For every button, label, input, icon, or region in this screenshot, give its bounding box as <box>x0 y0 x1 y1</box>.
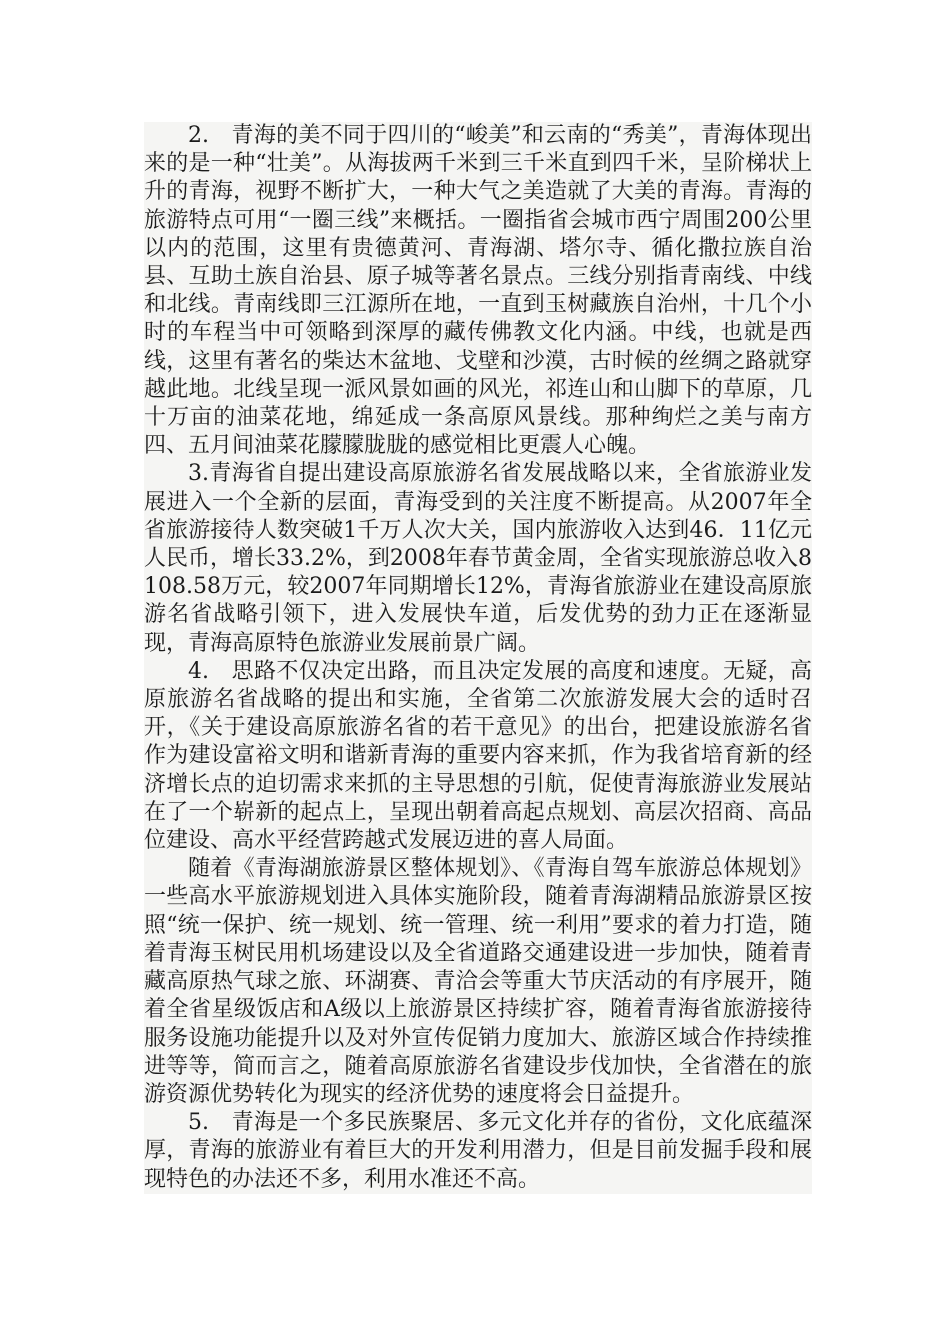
paragraph-3: 3.青海省自提出建设高原旅游名省发展战略以来，全省旅游业发展进入一个全新的层面，青海受到的关注度不断提高。从2007年全省旅游接待人数突破1千万人次大关，国内旅游收入达到46．11亿元人民币，增长33.2%，到2008年春节黄金周，全省实现旅游总收入8108.58万元，较2007年同期增长12%，青海省旅游业在建设高原旅游名省战略引领下，进入发展快车道，后发优势的劲力正在逐渐显现，青海高原特色旅游业发展前景广阔。 <box>144 461 812 656</box>
paragraph-5: 5. 青海是一个多民族聚居、多元文化并存的省份，文化底蕴深厚，青海的旅游业有着巨大的开发利用潜力，但是目前发掘手段和展现特色的办法还不多，利用水准还不高。 <box>144 1110 812 1192</box>
paragraph-2: 2. 青海的美不同于四川的“峻美”和云南的“秀美”，青海体现出来的是一种“壮美”。从海拔两千米到三千米直到四千米，呈阶梯状上升的青海，视野不断扩大，一种大气之美造就了大美的青海。青海的旅游特点可用“一圈三线”来概括。一圈指省会城市西宁周围200公里以内的范围，这里有贵德黄河、青海湖、塔尔寺、循化撒拉族自治县、互助土族自治县、原子城等著名景点。三线分别指青南线、中线和北线。青南线即三江源所在地，一直到玉树藏族自治州，十几个小时的车程当中可领略到深厚的藏传佛教文化内涵。中线，也就是西线，这里有著名的柴达木盆地、戈壁和沙漠，古时候的丝绸之路就穿越此地。北线呈现一派风景如画的风光，祁连山和山脚下的草原，几十万亩的油菜花地，绵延成一条高原风景线。那种绚烂之美与南方四、五月间油菜花朦朦胧胧的感觉相比更震人心魄。 <box>144 123 812 459</box>
paragraph-4: 4. 思路不仅决定出路，而且决定发展的高度和速度。无疑，高原旅游名省战略的提出和实施，全省第二次旅游发展大会的适时召开，《关于建设高原旅游名省的若干意见》的出台，把建设旅游名省作为建设富裕文明和谐新青海的重要内容来抓，作为我省培育新的经济增长点的迫切需求来抓的主导思想的引航，促使青海旅游业发展站在了一个崭新的起点上，呈现出朝着高起点规划、高层次招商、高品位建设、高水平经营跨越式发展迈进的喜人局面。 <box>144 658 812 854</box>
document-body <box>144 122 812 1194</box>
paragraph-4-continued: 随着《青海湖旅游景区整体规划》、《青海自驾车旅游总体规划》一些高水平旅游规划进入具体实施阶段，随着青海湖精品旅游景区按照“统一保护、统一规划、统一管理、统一利用”要求的着力打造，随着青海玉树民用机场建设以及全省道路交通建设进一步加快，随着青藏高原热气球之旅、环湖赛、青洽会等重大节庆活动的有序展开，随着全省星级饭店和A级以上旅游景区持续扩容，随着青海省旅游接待服务设施功能提升以及对外宣传促销力度加大、旅游区域合作持续推进等等，简而言之，随着高原旅游名省建设步伐加快，全省潜在的旅游资源优势转化为现实的经济优势的速度将会日益提升。 <box>144 856 812 1107</box>
